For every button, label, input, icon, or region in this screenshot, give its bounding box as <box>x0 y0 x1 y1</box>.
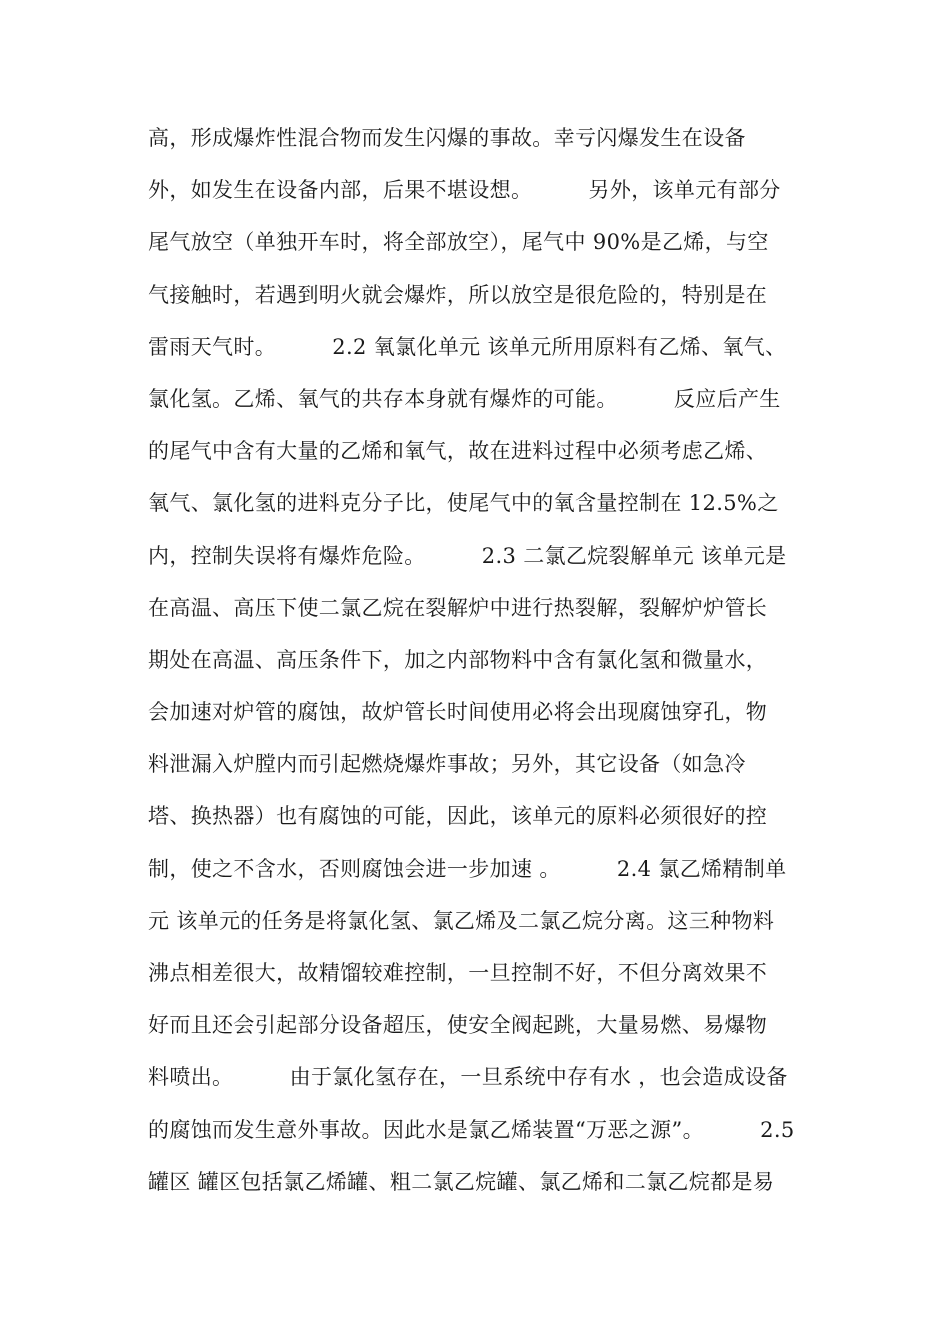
text-line: 在高温、高压下使二氯乙烷在裂解炉中进行热裂解，裂解炉炉管长 <box>148 595 768 620</box>
text-line: 气接触时，若遇到明火就会爆炸，所以放空是很危险的，特别是在 <box>148 282 768 307</box>
text-line: 外，如发生在设备内部，后果不堪设想。 另外，该单元有部分 <box>148 178 781 203</box>
text-line: 雷雨天气时。 2.2 氧氯化单元 该单元所用原料有乙烯、氧气、 <box>148 334 787 359</box>
text-line: 尾气放空（单独开车时，将全部放空），尾气中 90%是乙烯，与空 <box>148 230 769 255</box>
text-line: 会加速对炉管的腐蚀，故炉管长时间使用必将会出现腐蚀穿孔，物 <box>148 700 768 725</box>
text-line: 氯化氢。乙烯、氧气的共存本身就有爆炸的可能。 反应后产生 <box>148 386 781 411</box>
text-line: 的尾气中含有大量的乙烯和氧气，故在进料过程中必须考虑乙烯、 <box>148 439 768 464</box>
text-line: 料泄漏入炉膛内而引起燃烧爆炸事故；另外，其它设备（如急冷 <box>148 752 746 777</box>
text-line: 氧气、氯化氢的进料克分子比，使尾气中的氧含量控制在 12.5%之 <box>148 491 779 516</box>
text-line: 罐区 罐区包括氯乙烯罐、粗二氯乙烷罐、氯乙烯和二氯乙烷都是易 <box>148 1169 775 1194</box>
text-line: 内，控制失误将有爆炸危险。 2.3 二氯乙烷裂解单元 该单元是 <box>148 543 787 568</box>
text-line: 沸点相差很大，故精馏较难控制，一旦控制不好，不但分离效果不 <box>148 961 768 985</box>
text-line: 高，形成爆炸性混合物而发生闪爆的事故。幸亏闪爆发生在设备 <box>148 126 746 150</box>
text-line: 料喷出。 由于氯化氢存在，一旦系统中存有水 ，也会造成设备 <box>148 1065 788 1090</box>
text-line: 好而且还会引起部分设备超压，使安全阀起跳，大量易燃、易爆物 <box>148 1013 768 1038</box>
body-text <box>148 112 808 1208</box>
text-line: 元 该单元的任务是将氯化氢、氯乙烯及二氯乙烷分离。这三种物料 <box>148 908 775 933</box>
text-line: 期处在高温、高压条件下，加之内部物料中含有氯化氢和微量水， <box>148 647 768 672</box>
text-line: 制，使之不含水，否则腐蚀会进一步加速 。 2.4 氯乙烯精制单 <box>148 856 787 881</box>
text-line: 塔、换热器）也有腐蚀的可能，因此，该单元的原料必须很好的控 <box>148 804 768 829</box>
text-line: 的腐蚀而发生意外事故。因此水是氯乙烯装置“万恶之源”。 2.5 <box>148 1117 795 1142</box>
